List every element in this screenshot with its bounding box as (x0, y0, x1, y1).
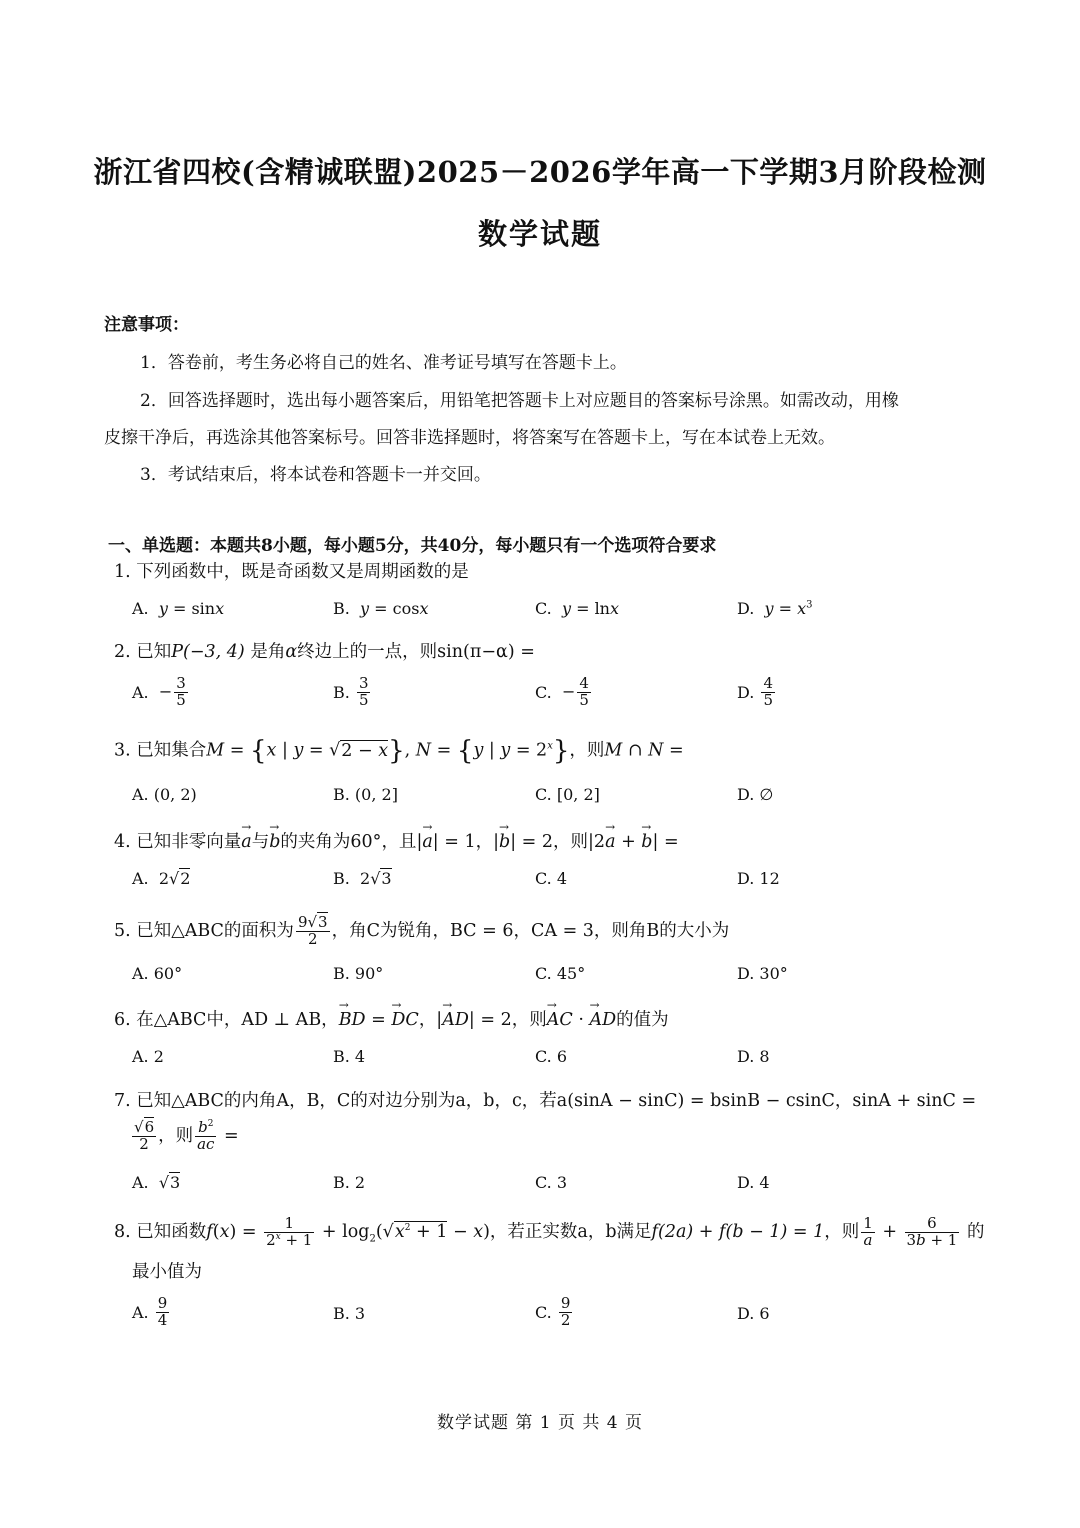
q3-option-d: D. ∅ (737, 785, 774, 804)
q5-option-d: D. 30° (737, 964, 788, 983)
q2-option-c: C. − $\frac{4}{5}$ (535, 674, 589, 709)
q8-options (132, 1296, 992, 1336)
notice-item-3: 3．考试结束后，将本试卷和答题卡一并交回。 (140, 465, 491, 485)
q1-option-a: A. y = sinx (132, 599, 225, 618)
q5-options (132, 964, 992, 1004)
q5-option-a: A. 60° (132, 964, 183, 983)
q4-option-b: B. 2√3 (333, 869, 392, 888)
question-8-cont: 最小值为 (132, 1262, 202, 1282)
q7-option-b: B. 2 (333, 1173, 366, 1192)
page-footer: 数学试题 第 1 页 共 4 页 (436, 1413, 644, 1433)
q8-option-c: C. $\frac{9}{2}$ (535, 1294, 571, 1329)
q1-option-c: C. y = lnx (535, 599, 620, 618)
q2-options (132, 676, 992, 716)
q1-option-b: B. y = cosx (333, 599, 429, 618)
q8-option-a: A. $\frac{9}{4}$ (132, 1294, 168, 1329)
q7-option-d: D. 4 (737, 1173, 770, 1192)
notice-item-2-cont: 皮擦干净后，再选涂其他答案标号。回答非选择题时，将答案写在答题卡上，写在本试卷上无效。 (104, 428, 835, 448)
notice-item-1: 1．答卷前，考生务必将自己的姓名、准考证号填写在答题卡上。 (140, 353, 627, 373)
q4-option-a: A. 2√2 (132, 869, 191, 888)
question-1: 1. 下列函数中，既是奇函数又是周期函数的是 (114, 562, 469, 582)
q6-options (132, 1047, 992, 1087)
question-8: 8. 已知函数f(x) = $\frac{1}{2^x + 1}$ + $\log_2(√x^2 + 1 - x)$，若正实数a，b满足f(2a) + f(b − 1) = 1，则 $\frac{1}{a}$ + $\frac{6}{3b + 1}$ 的 (114, 1214, 985, 1249)
q5-option-c: C. 45° (535, 964, 586, 983)
question-7: 7. 已知△ABC的内角A，B，C的对边分别为a，b，c，若a(sinA − sinC) = bsinB − csinC，sinA + sinC = (114, 1091, 977, 1111)
q2-option-a: A. − $\frac{3}{5}$ (132, 674, 186, 709)
q2-option-b: B. $\frac{3}{5}$ (333, 674, 369, 709)
question-7-cont: $\frac{√6}{2}$ ，则 $\frac{b^2}{ac}$ = (134, 1118, 239, 1153)
q6-option-c: C. 6 (535, 1047, 568, 1066)
q1-options (132, 599, 992, 639)
q2-option-d: D. $\frac{4}{5}$ (737, 674, 773, 709)
q4-options (132, 869, 992, 909)
exam-title: 浙江省四校(含精诚联盟)2025－2026学年高一下学期3月阶段检测 (93, 155, 987, 189)
q6-option-b: B. 4 (333, 1047, 366, 1066)
question-6: 6. 在△ABC中，AD ⊥ AB，BD → = DC →，|AD →| = 2，则AC → · AD →的值为 (114, 1012, 669, 1030)
q4-option-c: C. 4 (535, 869, 568, 888)
q6-option-d: D. 8 (737, 1047, 770, 1066)
q4-option-d: D. 12 (737, 869, 780, 888)
q5-option-b: B. 90° (333, 964, 384, 983)
question-5: 5. 已知△ABC的面积为 $\frac{9√3}{2}$ ，角C为锐角，BC = 6，CA = 3，则角B的大小为 (114, 913, 730, 948)
q3-option-b: B. (0, 2] (333, 785, 398, 804)
section-heading: 一、单选题：本题共8小题，每小题5分，共40分，每小题只有一个选项符合要求 (108, 536, 717, 556)
q6-option-a: A. 2 (132, 1047, 164, 1066)
notice-item-2: 2．回答选择题时，选出每小题答案后，用铅笔把答题卡上对应题目的答案标号涂黑。如需改动，用橡 (140, 391, 899, 411)
question-2: 2. 已知P(−3, 4) 是角α终边上的一点，则sin(π−α) = (114, 642, 535, 662)
q8-option-d: D. 6 (737, 1304, 770, 1323)
q7-options (132, 1173, 992, 1213)
q3-option-c: C. [0, 2] (535, 785, 600, 804)
question-3: 3. 已知集合M = {x | y = √2 − x}, N = {y | $y = 2^x$}，则M ∩ N = (114, 736, 684, 766)
q8-option-b: B. 3 (333, 1304, 366, 1323)
question-4: 4. 已知非零向量a →与b →的夹角为60°，且|a →| = 1，|b →| = 2，则|2a → + b →| = (114, 834, 679, 852)
q1-option-d: D. $y = x^3$ (737, 599, 813, 618)
notice-heading: 注意事项： (104, 315, 189, 335)
exam-subtitle: 数学试题 (477, 217, 602, 251)
q3-option-a: A. (0, 2) (132, 785, 197, 804)
q7-option-a: A. √3 (132, 1173, 181, 1192)
q7-option-c: C. 3 (535, 1173, 568, 1192)
q3-options (132, 785, 992, 825)
